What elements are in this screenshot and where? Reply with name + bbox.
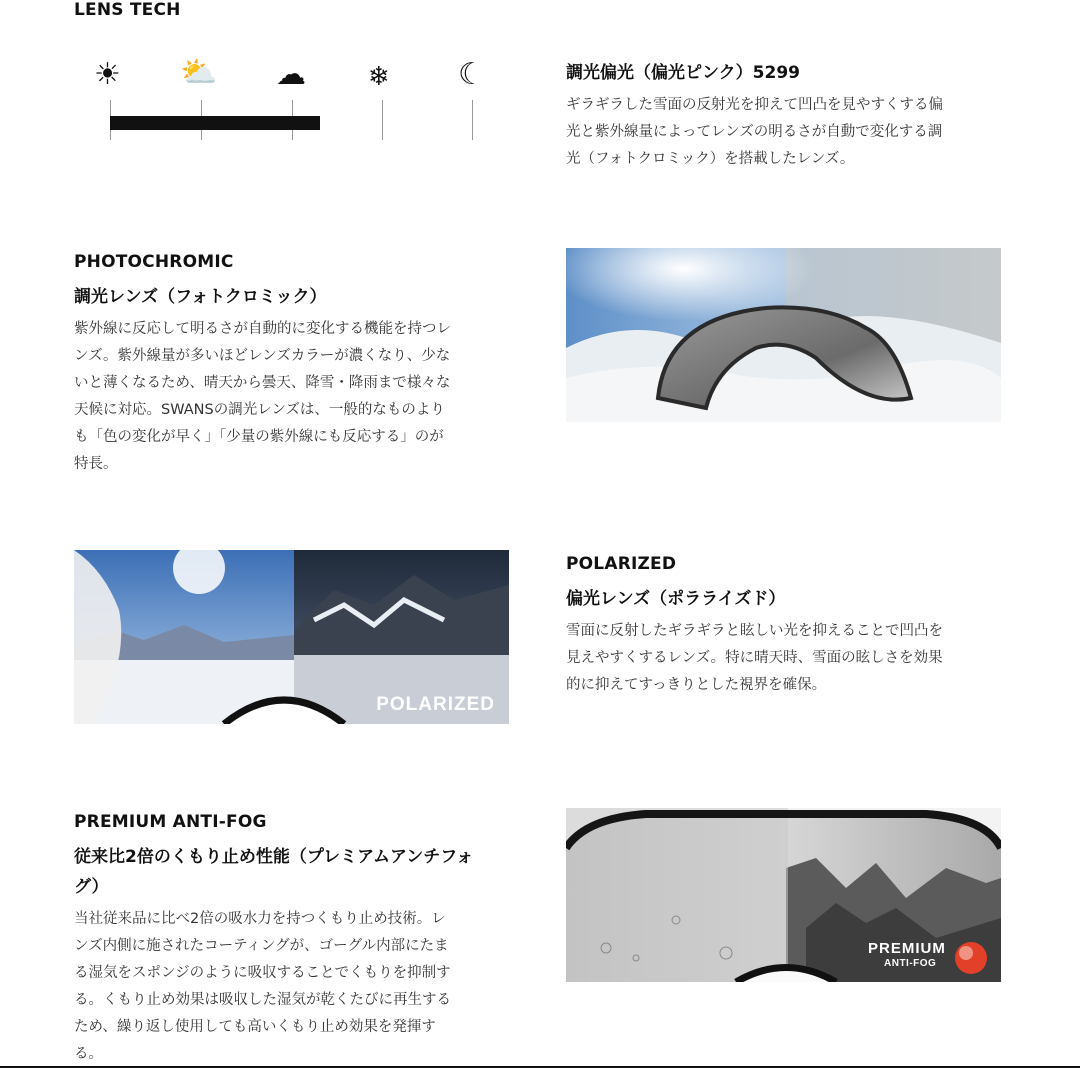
snowflake-icon: ❄ (368, 62, 390, 92)
text-line: 当社従来品に比べ2倍の吸水力を持つくもり止め技術。レ (74, 911, 446, 927)
coverage-bar (110, 116, 320, 130)
photochromic-title: 調光レンズ（フォトクロミック） (74, 287, 327, 307)
text-line: 雪面に反射したギラギラと眩しい光を抑えることで凹凸を (566, 623, 943, 639)
polarized-title: 偏光レンズ（ポラライズド） (566, 589, 786, 609)
antifog-badge-top: PREMIUM (868, 940, 946, 957)
antifog-image (566, 808, 1001, 982)
pink-lens-title: 調光偏光（偏光ピンク）5299 (566, 63, 800, 83)
text-line: 光と紫外線量によってレンズの明るさが自動で変化する調 (566, 124, 943, 140)
title-line: グ） (74, 877, 109, 897)
title-line: 従来比2倍のくもり止め性能（プレミアムアンチフォ (74, 847, 474, 867)
text-line: ンズ内側に施されたコーティングが、ゴーグル内部にたま (74, 938, 449, 954)
weather-scale (0, 0, 540, 150)
text-line: る。くもり止め効果は吸収した湿気が乾くたびに再生する (74, 992, 451, 1008)
polarized-eyebrow: POLARIZED (566, 554, 677, 574)
antifog-description (74, 906, 534, 1068)
antifog-eyebrow: PREMIUM ANTI-FOG (74, 812, 267, 832)
text-line: 天候に対応。SWANSの調光レンズは、一般的なものより (74, 402, 445, 418)
text-line: 特長。 (74, 456, 118, 472)
scale-tick (382, 100, 383, 140)
photochromic-eyebrow: PHOTOCHROMIC (74, 252, 234, 272)
pink-lens-description (566, 92, 1016, 173)
text-line: ギラギラした雪面の反射光を抑えて凹凸を見やすくする偏 (566, 97, 943, 113)
polarized-image (74, 550, 509, 724)
text-line: ため、繰り返し使用しても高いくもり止め効果を発揮す (74, 1019, 436, 1035)
text-line: る湿気をスポンジのように吸収することでくもりを抑制す (74, 965, 451, 981)
text-line: も「色の変化が早く」「少量の紫外線にも反応する」のが (74, 429, 444, 445)
antifog-badge-bottom: ANTI-FOG (884, 958, 937, 969)
polarized-badge: POLARIZED (376, 694, 495, 715)
text-line: 紫外線に反応して明るさが自動的に変化する機能を持つレ (74, 321, 451, 337)
sun-cloud-icon: ⛅ (180, 55, 218, 90)
sun-icon: ☀ (94, 57, 121, 92)
scale-tick (472, 100, 473, 140)
text-line: 的に抑えてすっきりとした視界を確保。 (566, 677, 827, 693)
polarized-description (566, 618, 1016, 699)
photochromic-image (566, 248, 1001, 422)
text-line: いと薄くなるため、晴天から曇天、降雪・降雨まで様々な (74, 375, 451, 391)
section-title: LENS TECH (74, 0, 181, 20)
antifog-title (74, 842, 534, 902)
moon-icon: ☾ (458, 57, 485, 92)
text-line: 光（フォトクロミック）を搭載したレンズ。 (566, 151, 855, 167)
photochromic-description (74, 316, 534, 478)
text-line: ンズ。紫外線量が多いほどレンズカラーが濃くなり、少な (74, 348, 451, 364)
text-line: 見えやすくするレンズ。特に晴天時、雪面の眩しさを効果 (566, 650, 943, 666)
text-line: る。 (74, 1046, 103, 1062)
cloud-icon: ☁ (276, 57, 306, 92)
